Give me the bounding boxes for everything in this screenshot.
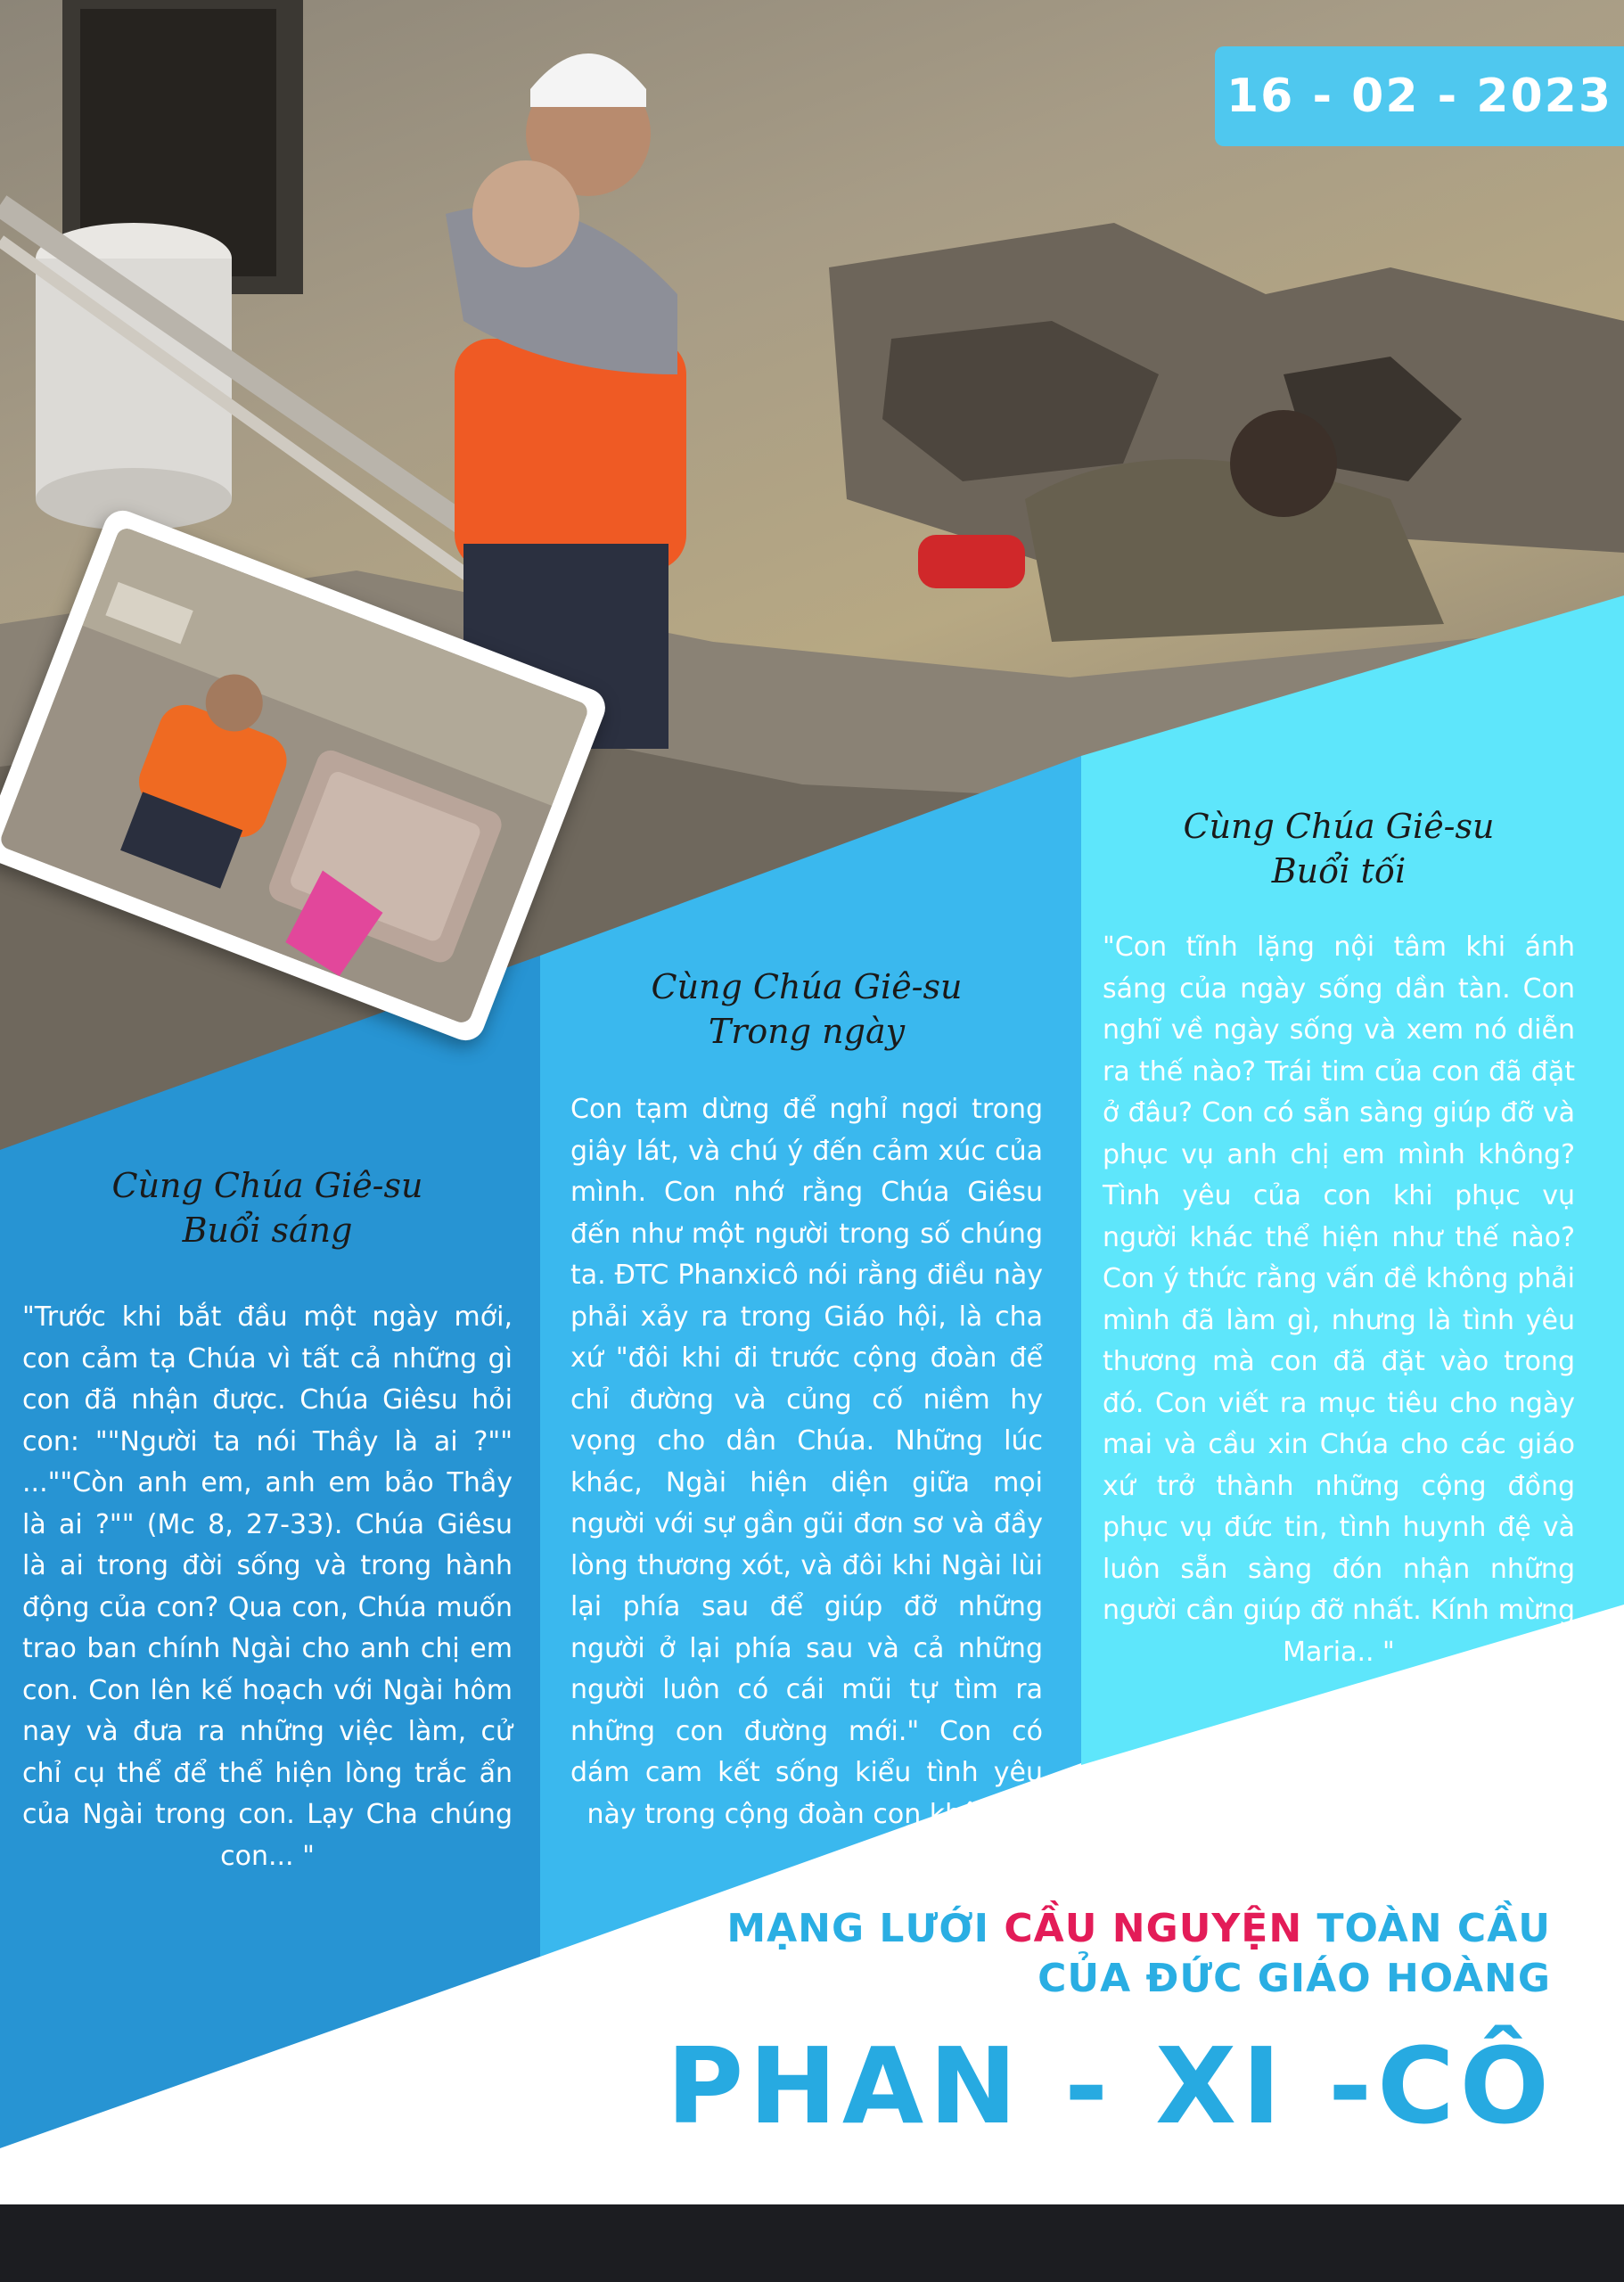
day-section: [570, 965, 1043, 1835]
morning-title-line2: Buổi sáng: [182, 1211, 353, 1250]
network-title: [726, 1904, 1551, 2004]
network-title-part2: TOÀN CẦU: [1302, 1906, 1551, 1951]
day-title-line2: Trong ngày: [708, 1012, 906, 1051]
evening-body: "Con tĩnh lặng nội tâm khi ánh sáng của ngày sống dần tàn. Con nghĩ về ngày sống và xem nó diễn ra thế nào? Trái tim của con đã đặt ở đâu? Con có sẵn sàng giúp đỡ và phục vụ anh chị em mình không? Tình yêu của con khi phục vụ người khác thể hiện như thế nào? Con ý thức rằng vấn đề không phải mình đã làm gì, nhưng là tình yêu thương mà con đã đặt vào trong đó. Con viết ra mục tiêu cho ngày mai và cầu xin Chúa cho các giáo xứ trở thành những cộng đồng phục vụ đức tin, tình huynh đệ và luôn sẵn sàng đón nhận những người cần giúp đỡ nhất. Kính mừng Maria.. ": [1103, 932, 1575, 1668]
day-title: [570, 965, 1043, 1054]
morning-body: "Trước khi bắt đầu một ngày mới, con cảm tạ Chúa vì tất cả những gì con đã nhận được. Chúa Giêsu hỏi con: ""Người ta nói Thầy là ai ?"" ...""Còn anh em, anh em bảo Thầy là ai ?"" (Mc 8, 27-33). Chúa Giêsu là ai trong đời sống và trong hành động của con? Qua con, Chúa muốn trao ban chính Ngài cho anh chị em con. Con lên kế hoạch với Ngài hôm nay và đưa ra những việc làm, cử chỉ cụ thể để thể hiện lòng trắc ẩn của Ngài trong con. Lạy Cha chúng con... ": [22, 1301, 513, 1872]
morning-title: [22, 1163, 513, 1252]
network-title-line1: [726, 1904, 1551, 1954]
footer-bar: [0, 2204, 1624, 2282]
network-title-accent: CẦU NGUYỆN: [1004, 1906, 1303, 1951]
network-title-part1: MẠNG LƯỚI: [726, 1906, 1005, 1951]
morning-section: [22, 1163, 513, 1877]
network-title-line2: CỦA ĐỨC GIÁO HOÀNG: [1038, 1956, 1551, 2001]
evening-section: [1103, 804, 1575, 1673]
day-title-line1: Cùng Chúa Giê-su: [651, 967, 963, 1006]
date-text: 16 - 02 - 2023: [1226, 70, 1613, 123]
evening-title-line1: Cùng Chúa Giê-su: [1183, 807, 1495, 846]
date-badge: [1215, 46, 1624, 146]
evening-title-line2: Buổi tối: [1271, 851, 1407, 891]
pope-name: PHAN - XI -CÔ: [666, 2024, 1554, 2147]
morning-title-line1: Cùng Chúa Giê-su: [111, 1166, 423, 1205]
evening-title: [1103, 804, 1575, 893]
day-body: Con tạm dừng để nghỉ ngơi trong giây lát, và chú ý đến cảm xúc của mình. Con nhớ rằng Chúa Giêsu đến như một người trong số chúng ta. ĐTC Phanxicô nói rằng điều này phải xảy ra trong Giáo hội, là cha xứ "đôi khi đi trước cộng đoàn để chỉ đường và củng cố niềm hy vọng cho dân Chúa. Những lúc khác, Ngài hiện diện giữa mọi người với sự gần gũi đơn sơ và đầy lòng thương xót, và đôi khi Ngài lùi lại phía sau để giúp đỡ những người ở lại phía sau và cả những người luôn có cái mũi tự tìm ra những con đường mới." Con có dám cam kết sống kiểu tình yêu này trong cộng đoàn con không?: [570, 1094, 1043, 1830]
